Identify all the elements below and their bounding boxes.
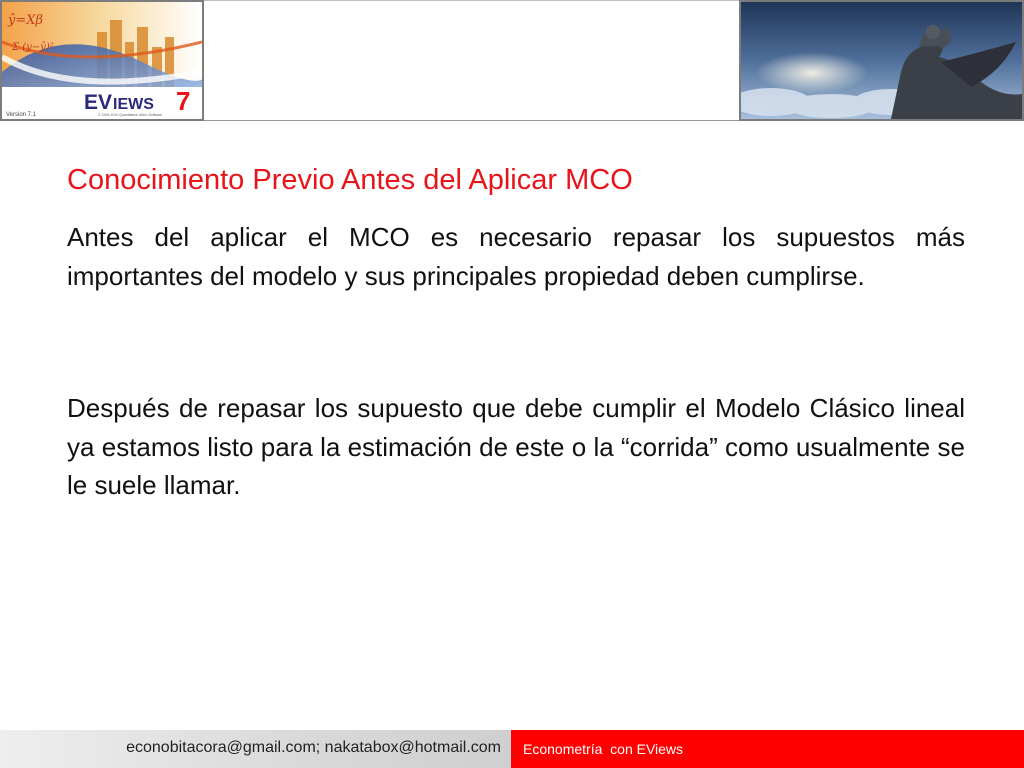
svg-text:Version 7.1: Version 7.1 (6, 112, 37, 118)
paragraph-assumptions: Antes del aplicar el MCO es necesario repasar los supuestos más importantes del modelo y sus principales propiedad deben cumplirse. (67, 222, 965, 291)
footer-course-panel (511, 730, 1024, 768)
header-band (0, 0, 1024, 121)
footer-contact-emails: econobitacora@gmail.com; nakatabox@hotmail.com (126, 739, 501, 756)
sky-statue-image (739, 0, 1024, 121)
svg-text:© 1994-2010 Quantitative Micro: © 1994-2010 Quantitative Micro Software (98, 113, 163, 117)
footer-bar (0, 730, 1024, 768)
footer-contact-panel (0, 730, 511, 768)
svg-text:EV: EV (84, 91, 113, 114)
svg-text:ŷ=Xβ: ŷ=Xβ (8, 13, 44, 28)
svg-text:Σ (y−ŷ)²: Σ (y−ŷ)² (12, 42, 54, 53)
footer-course-title: Econometría con EViews (523, 741, 684, 757)
svg-text:7: 7 (176, 86, 191, 116)
slide-title: Conocimiento Previo Antes del Aplicar MCO (67, 164, 633, 196)
header-spacer (204, 0, 739, 120)
svg-text:IEWS: IEWS (113, 96, 154, 113)
paragraph-estimation: Después de repasar los supuesto que debe cumplir el Modelo Clásico lineal ya estamos listo para la estimación de este o la “corrida” como usualmente se le suele llamar. (67, 393, 965, 500)
eviews-logo-image (0, 0, 204, 121)
